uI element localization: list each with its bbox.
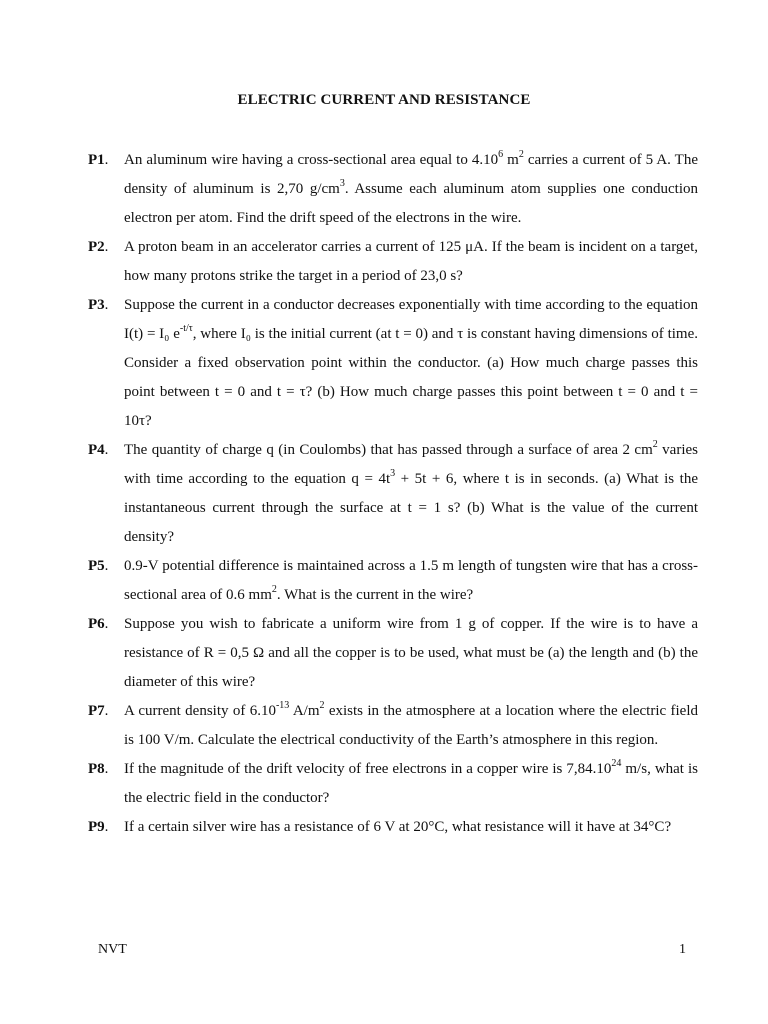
problem-label-text: P9: [88, 819, 105, 835]
problem-label: P8.: [88, 761, 109, 777]
problem-label: P7.: [88, 703, 109, 719]
problem-text: [124, 700, 698, 748]
superscript: 3: [339, 178, 345, 189]
text-segment: The quantity of charge q (in Coulombs) that has passed through a surface of area 2 cm: [124, 442, 653, 458]
problem-item: [88, 436, 698, 552]
problem-item: [88, 813, 698, 842]
problem-item: [88, 146, 698, 233]
text-segment: carries a current of 5 A. The density of aluminum is 2,70 g/cm: [124, 152, 698, 197]
superscript: 2: [518, 149, 524, 160]
problem-item: [88, 552, 698, 610]
problem-text: [124, 239, 698, 284]
problem-text: [124, 616, 698, 690]
superscript: 2: [319, 700, 325, 711]
page-number: 1: [679, 942, 686, 957]
text-segment: m: [503, 152, 519, 168]
problem-text: [124, 758, 698, 806]
problem-text: [124, 297, 698, 429]
text-segment: A/m: [289, 703, 320, 719]
problem-label: P6.: [88, 616, 109, 632]
problem-label: P3.: [88, 297, 109, 313]
text-segment: 0.9-V potential difference is maintained across a 1.5 m length of tungsten wire that has a cross-sectional area of 0.6 mm: [124, 558, 698, 603]
problem-item: [88, 755, 698, 813]
problem-label-text: P5: [88, 558, 105, 574]
problem-label-text: P3: [88, 297, 105, 313]
problem-label: P9.: [88, 819, 109, 835]
problem-item: [88, 610, 698, 697]
text-segment: Suppose you wish to fabricate a uniform wire from 1 g of copper. If the wire is to have a resistance of R = 0,5 Ω and all the copper is to be used, what must be (a) the length and (b) the diameter of this wire?: [124, 616, 698, 690]
text-segment: . What is the current in the wire?: [276, 587, 474, 603]
superscript: 3: [390, 468, 396, 479]
text-segment: + 5t + 6, where t is in seconds. (a) What is the instantaneous current through the surface at t = 1 s? (b) What is the value of the current density?: [124, 471, 699, 545]
text-segment: Suppose the current in a conductor decreases exponentially with time according to the equation I(t) = I₀ e: [124, 297, 698, 342]
problem-label-text: P4: [88, 442, 105, 458]
problem-text: [124, 149, 698, 226]
superscript: 6: [498, 149, 504, 160]
text-segment: If a certain silver wire has a resistance of 6 V at 20°C, what resistance will it have at 34°C?: [124, 819, 672, 835]
text-segment: A proton beam in an accelerator carries a current of 125 μA. If the beam is incident on a target, how many protons strike the target in a period of 23,0 s?: [124, 239, 698, 284]
text-segment: A current density of 6.10: [124, 703, 276, 719]
problem-label-text: P6: [88, 616, 105, 632]
superscript: 2: [271, 584, 277, 595]
text-segment: An aluminum wire having a cross-sectional area equal to 4.10: [124, 152, 499, 168]
problem-list: [88, 146, 698, 842]
text-segment: m/s, what is the electric field in the conductor?: [124, 761, 698, 806]
problem-label: P2.: [88, 239, 109, 255]
problem-text: [124, 439, 699, 545]
superscript: 24: [611, 758, 622, 769]
problem-label: P1.: [88, 152, 109, 168]
problem-label-text: P7: [88, 703, 105, 719]
text-segment: , where I₀ is the initial current (at t = 0) and τ is constant having dimensions of time. Consider a fixed observation point within the conductor. (a) How much charge passes this point between t = 0 and t = τ? (b) How much charge passes this point between t = 0 and t = 10τ?: [124, 326, 698, 429]
problem-text: [124, 558, 698, 603]
text-segment: . Assume each aluminum atom supplies one conduction electron per atom. Find the drift speed of the electrons in the wire.: [124, 181, 698, 226]
problem-label: P5.: [88, 558, 109, 574]
problem-item: [88, 291, 698, 436]
text-segment: varies with time according to the equation q = 4t: [124, 442, 698, 487]
document-title: ELECTRIC CURRENT AND RESISTANCE: [237, 92, 531, 108]
text-segment: If the magnitude of the drift velocity of free electrons in a copper wire is 7,84.10: [124, 761, 612, 777]
problem-label-text: P1: [88, 152, 105, 168]
problem-label: P4.: [88, 442, 109, 458]
superscript: 2: [652, 439, 658, 450]
problem-label-text: P8: [88, 761, 105, 777]
problem-item: [88, 233, 698, 291]
footer-author: NVT: [98, 942, 127, 957]
superscript: -t/τ: [179, 323, 193, 334]
problem-text: [124, 819, 671, 835]
problem-item: [88, 697, 698, 755]
superscript: -13: [275, 700, 290, 711]
problem-label-text: P2: [88, 239, 105, 255]
text-segment: exists in the atmosphere at a location where the electric field is 100 V/m. Calculate the electrical conductivity of the Earth’s atmosphere in this region.: [124, 703, 698, 748]
